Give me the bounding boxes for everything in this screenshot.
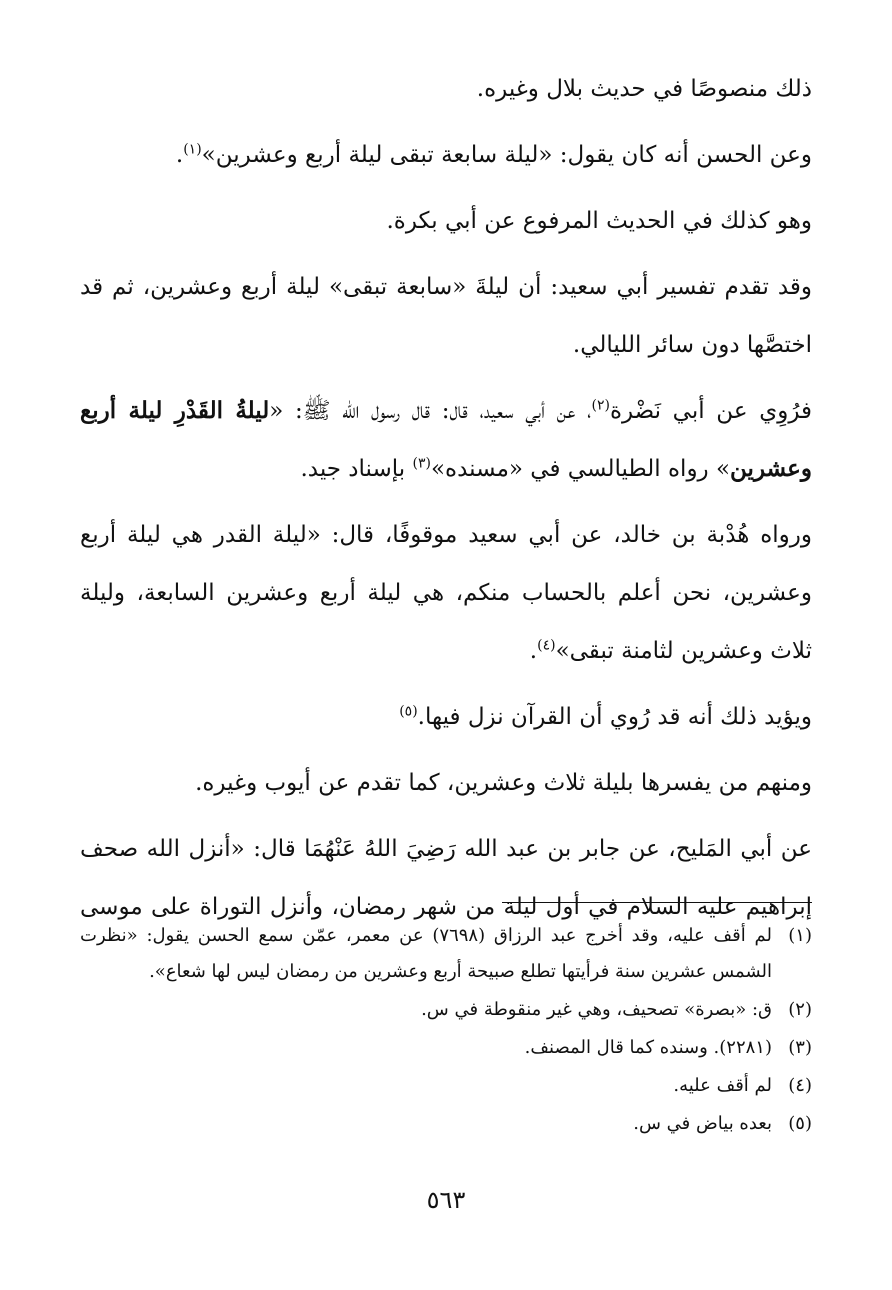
paragraph xyxy=(80,258,812,374)
paragraph-tail: . xyxy=(529,638,538,664)
footnote-text: لم أقف عليه، وقد أخرج عبد الرزاق (٧٦٩٨) عن معمر، عمّن سمع الحسن يقول: «نظرت الشمس عشرين سنة فرأيتها تطلع صبيحة أربع وعشرين من رمضان ليس لها شعاع». xyxy=(80,925,772,982)
paragraph xyxy=(80,754,812,812)
paragraph xyxy=(80,382,812,498)
footnote-ref[interactable]: (٢) xyxy=(591,397,610,414)
body-text xyxy=(80,60,812,936)
hadith-quote: ليلةُ القَدْرِ ليلة أربع وعشرين xyxy=(80,397,812,482)
footnote-3 xyxy=(80,1030,812,1066)
footnote-number: (٤) xyxy=(788,1075,812,1096)
paragraph-text: » رواه الطيالسي في «مسنده» xyxy=(430,456,731,482)
paragraph-tail: . xyxy=(175,142,184,168)
footnote-ref[interactable]: (١) xyxy=(183,141,202,158)
paragraph-text: وقد تقدم تفسير أبي سعيد: أن ليلةَ «سابعة تبقى» ليلة أربع وعشرين، ثم قد اختصَّها دون سائر الليالي. xyxy=(80,274,812,358)
paragraph xyxy=(80,60,812,118)
footnote-4 xyxy=(80,1068,812,1104)
paragraph xyxy=(80,688,812,746)
paragraph-text: وعن الحسن أنه كان يقول: «ليلة سابعة تبقى ليلة أربع وعشرين» xyxy=(201,142,812,168)
paragraph-text: ورواه هُدْبة بن خالد، عن أبي سعيد موقوفًا، قال: «ليلة القدر هي ليلة أربع وعشرين، نحن أعلم بالحساب منكم، هي ليلة أربع وعشرين السابعة، وليلة ثلاث وعشرين لثامنة تبقى» xyxy=(80,522,812,664)
footnote-number: (٣) xyxy=(788,1037,812,1058)
footnotes xyxy=(80,918,812,1142)
footnote-text: بعده بياض في س. xyxy=(633,1113,772,1134)
footnote-number: (١) xyxy=(788,925,812,946)
page-number: ٥٦٣ xyxy=(426,1186,466,1214)
footnote-1 xyxy=(80,918,812,990)
paragraph-text: ويؤيد ذلك أنه قد رُوي أن القرآن نزل فيها. xyxy=(417,704,812,730)
footnote-number: (٥) xyxy=(788,1113,812,1134)
paragraph-text: عن أبي المَليح، عن جابر بن عبد الله رَضِيَ اللهُ عَنْهُمَا قال: «أنزل الله صحف إبراهيم عليه السلام في أول ليلة من شهر رمضان، وأنزل التوراة على موسى xyxy=(80,836,812,920)
paragraph-text: ذلك منصوصًا في حديث بلال وغيره. xyxy=(476,76,812,102)
footnote-ref[interactable]: (٣) xyxy=(412,455,431,472)
paragraph-text: ، عن أبي سعيد، قال: قال رسول الله ﷺ: « xyxy=(269,398,592,424)
footnote-5 xyxy=(80,1106,812,1142)
page-body xyxy=(80,60,812,936)
paragraph-text: وهو كذلك في الحديث المرفوع عن أبي بكرة. xyxy=(386,208,812,234)
paragraph xyxy=(80,192,812,250)
paragraph-text: بإسناد جيد. xyxy=(300,456,413,482)
paragraph xyxy=(80,126,812,184)
footnote-text: (٢٢٨١). وسنده كما قال المصنف. xyxy=(524,1037,772,1058)
paragraph-text: ومنهم من يفسرها بليلة ثلاث وعشرين، كما تقدم عن أيوب وغيره. xyxy=(195,770,812,796)
footnote-divider xyxy=(502,902,812,903)
paragraph xyxy=(80,506,812,680)
footnote-ref[interactable]: (٥) xyxy=(399,703,418,720)
paragraph-text: فرُوِي عن أبي نَضْرة xyxy=(609,398,812,424)
footnote-text: لم أقف عليه. xyxy=(673,1075,772,1096)
footnote-2 xyxy=(80,992,812,1028)
footnote-number: (٢) xyxy=(788,999,812,1020)
footnote-text: ق: «بصرة» تصحيف، وهي غير منقوطة في س. xyxy=(421,999,772,1020)
footnote-ref[interactable]: (٤) xyxy=(537,637,556,654)
